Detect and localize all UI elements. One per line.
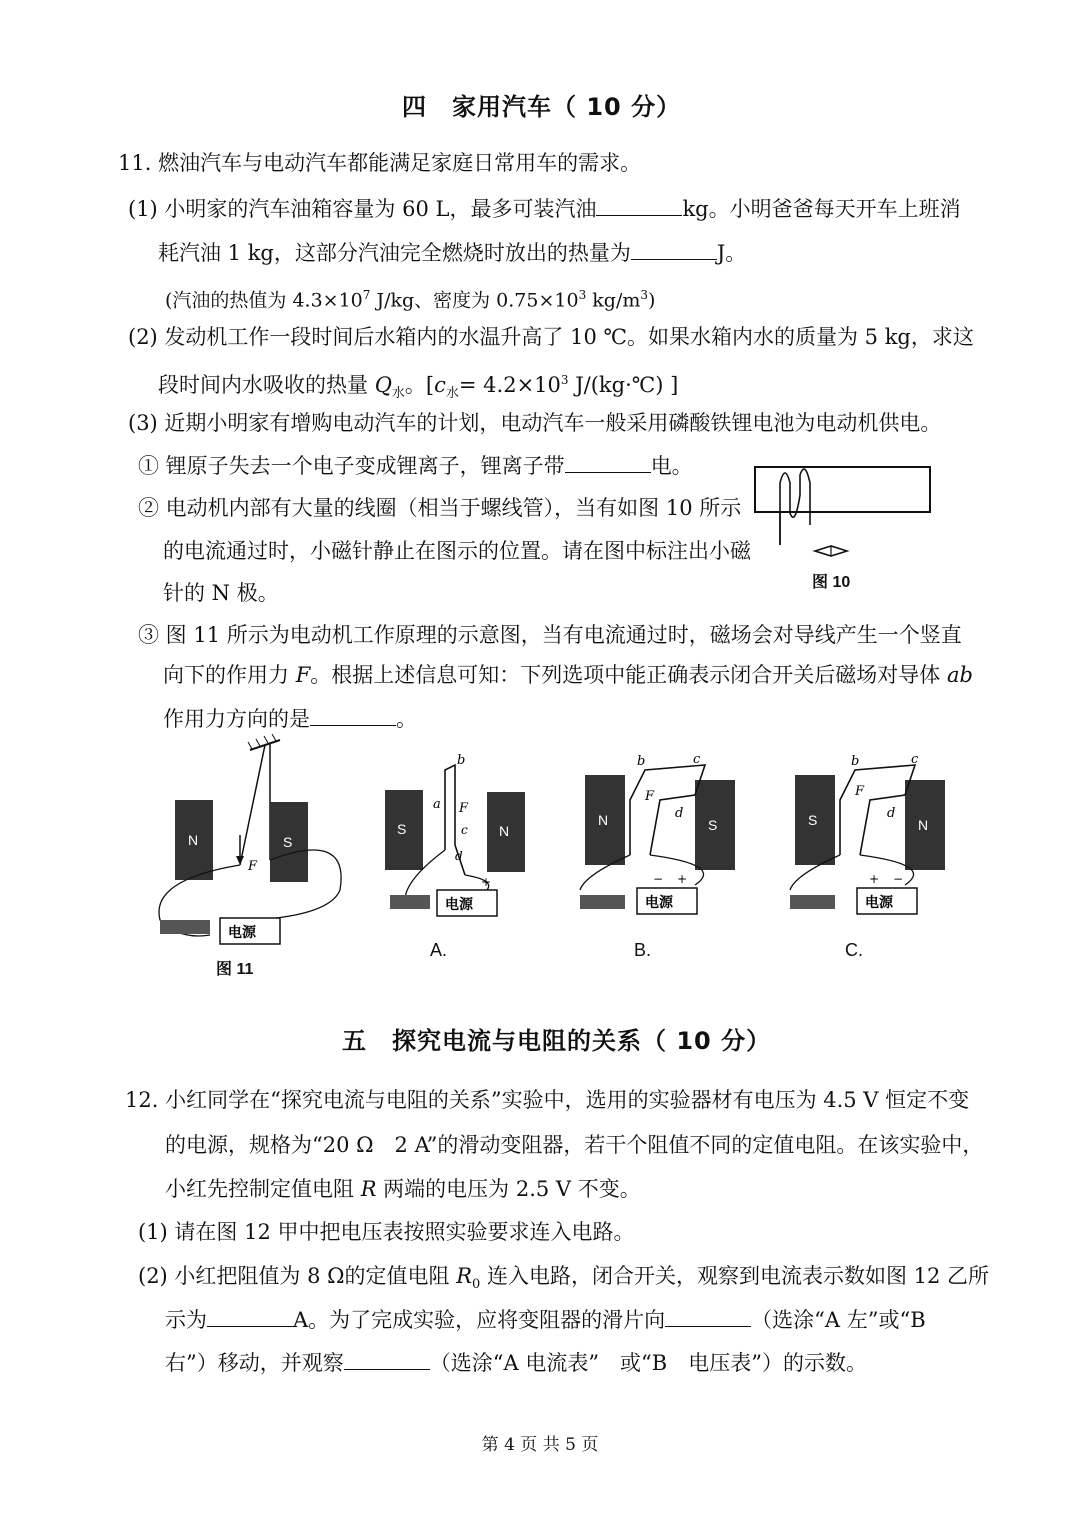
section-4-title: 四 家用汽车（ 10 分）	[402, 93, 682, 121]
q11-part3-3-line2	[163, 660, 973, 690]
q12-line2: 的电源，规格为“20 Ω 2 A”的滑动变阻器，若干个阻值不同的定值电阻。在该实验中，	[165, 1133, 984, 1157]
note-b: J/kg、密度为 0.75×10	[370, 289, 579, 312]
p2-b3: = 4.2×10	[458, 373, 561, 397]
label-d: d	[887, 806, 896, 821]
q12-p2-r-sub: 0	[472, 1277, 481, 1293]
terminal-plus: +	[677, 872, 688, 886]
option-c-diagram	[785, 745, 960, 930]
option-b-diagram	[575, 745, 750, 930]
q11-part3-3-line1: ③ 图 11 所示为电动机工作原理的示意图，当有电流通过时，磁场会对导线产生一个竖直	[138, 623, 962, 647]
option-a-diagram	[375, 750, 525, 930]
terminal-minus: −	[653, 872, 664, 886]
answer-blank-ion-charge[interactable]	[565, 450, 651, 473]
note-a: (汽油的热值为 4.3×10	[165, 289, 363, 312]
q12-p2-b-a: 示为	[165, 1308, 207, 1332]
label-s: S	[708, 817, 718, 833]
force-arrowhead	[236, 856, 244, 865]
label-c: c	[461, 823, 468, 837]
power-label: 电源	[228, 925, 256, 941]
q12-p2-a1: (2) 小红把阻值为 8 Ω的定值电阻	[138, 1264, 457, 1288]
q11-p1-text-c: 耗汽油 1 kg，这部分汽油完全燃烧时放出的热量为	[158, 241, 631, 265]
answer-blank-meter[interactable]	[344, 1347, 430, 1370]
answer-blank-force-direction[interactable]	[310, 703, 396, 726]
switch	[390, 895, 430, 909]
label-f: F	[459, 801, 469, 816]
option-a-label[interactable]: A.	[430, 940, 448, 960]
q12-l3-r: R	[360, 1177, 377, 1201]
terminal-plus: +	[869, 872, 880, 886]
label-f: F	[248, 859, 258, 874]
q12-number: 12.	[125, 1088, 159, 1112]
q12-part1: (1) 请在图 12 甲中把电压表按照实验要求连入电路。	[138, 1220, 635, 1244]
answer-blank-current[interactable]	[207, 1304, 293, 1327]
label-n: N	[188, 832, 199, 848]
q12-part2-line1	[138, 1261, 989, 1300]
p3-3-d: 。	[396, 707, 417, 731]
q11-intro-line	[118, 148, 641, 178]
p2-b2: 。[	[404, 373, 435, 397]
label-f: F	[645, 789, 655, 804]
page-footer: 第 4 页 共 5 页	[481, 1435, 599, 1455]
q12-line1	[125, 1085, 969, 1115]
coil-wire	[780, 469, 810, 545]
label-a: a	[433, 797, 441, 812]
q12-p2-r: R	[456, 1264, 473, 1288]
note-exp3: 3	[640, 288, 649, 302]
conductor-loop	[840, 765, 915, 855]
switch	[580, 895, 625, 909]
p2-c: c	[434, 373, 446, 397]
solenoid-core	[755, 467, 930, 512]
q11-part2-line1: (2) 发动机工作一段时间后水箱内的水温升高了 10 ℃。如果水箱内水的质量为 5 kg，求这	[128, 325, 974, 349]
q11-intro: 燃油汽车与电动汽车都能满足家庭日常用车的需求。	[158, 151, 642, 175]
power-label: 电源	[445, 897, 473, 913]
q11-part1-line2	[158, 237, 746, 268]
p2-q-sub: 水	[391, 386, 405, 402]
answer-blank-slider-direction[interactable]	[665, 1304, 751, 1327]
label-d: d	[675, 806, 684, 821]
p3-3-b1: 向下的作用力	[163, 663, 296, 687]
label-n: N	[918, 817, 929, 833]
label-c: c	[911, 752, 919, 767]
note-exp1: 7	[362, 288, 371, 302]
p2-c-sub: 水	[445, 386, 459, 402]
q12-part2-line3	[165, 1347, 867, 1378]
figure-10-caption: 图 10	[812, 574, 851, 591]
label-b: b	[637, 754, 646, 769]
figure-11-caption: 图 11	[216, 961, 254, 978]
p2-q: Q	[374, 373, 392, 397]
switch	[790, 895, 835, 909]
q11-part3-2-line2: 的电流通过时，小磁针静止在图示的位置。请在图中标注出小磁	[163, 539, 751, 563]
q11-p1-text-d: J。	[716, 241, 747, 265]
p3-1-a: ① 锂原子失去一个电子变成锂离子，锂离子带	[138, 454, 565, 478]
label-s: S	[808, 812, 818, 828]
q11-part3-line: (3) 近期小明家有增购电动汽车的计划，电动汽车一般采用磷酸铁锂电池为电动机供电。	[128, 411, 942, 435]
note-exp2: 3	[578, 288, 587, 302]
q12-text-1: 小红同学在“探究电流与电阻的关系”实验中，选用的实验器材有电压为 4.5 V 恒定不变	[165, 1088, 970, 1112]
note-d: )	[648, 289, 656, 312]
q12-p2-b-c: （选涂“A 左”或“B	[751, 1308, 926, 1332]
label-f: F	[855, 784, 865, 799]
terminal-minus: −	[893, 872, 904, 886]
q12-l3-a: 小红先控制定值电阻	[165, 1177, 361, 1201]
p3-3-c: 作用力方向的是	[163, 707, 310, 731]
label-c: c	[693, 752, 701, 767]
q12-p2-c-a: 右”）移动，并观察	[165, 1351, 344, 1375]
q11-part2-line2	[158, 365, 678, 409]
p3-3-ab: ab	[946, 663, 973, 687]
q12-p2-c-b: （选涂“A 电流表” 或“B 电压表”）的示数。	[429, 1351, 867, 1375]
label-n: N	[598, 812, 609, 828]
option-c-label[interactable]: C.	[845, 940, 863, 960]
label-s: S	[397, 821, 407, 837]
option-b-label[interactable]: B.	[634, 940, 652, 960]
label-b: b	[851, 754, 860, 769]
answer-blank-gas-mass[interactable]	[596, 193, 682, 216]
q12-p2-a2: 连入电路，闭合开关，观察到电流表示数如图 12 乙所	[480, 1264, 990, 1288]
q12-part2-line2	[165, 1304, 926, 1335]
label-d: d	[455, 849, 463, 863]
note-c: kg/m	[586, 289, 641, 312]
switch	[160, 920, 210, 934]
p2-b4: J/(kg·℃) ]	[568, 373, 679, 397]
conductor-loop	[630, 765, 705, 855]
p3-1-b: 电。	[650, 454, 693, 478]
q12-l3-b: 两端的电压为 2.5 V 不变。	[376, 1177, 641, 1201]
q11-part3-2-line3: 针的 N 极。	[163, 581, 279, 605]
q12-line3	[165, 1174, 641, 1204]
answer-blank-heat[interactable]	[631, 237, 717, 260]
label-b: b	[457, 753, 466, 768]
label-n: N	[499, 823, 510, 839]
hanging-wire-left	[240, 745, 265, 865]
power-label: 电源	[645, 895, 673, 911]
q11-number: 11.	[118, 151, 152, 175]
label-s: S	[283, 834, 293, 850]
power-label: 电源	[865, 895, 893, 911]
p3-3-f: F	[295, 663, 311, 687]
section-5-title: 五 探究电流与电阻的关系（ 10 分）	[342, 1027, 772, 1055]
p3-3-b2: 。根据上述信息可知：下列选项中能正确表示闭合开关后磁场对导体	[310, 663, 947, 687]
p2-b1: 段时间内水吸收的热量	[158, 373, 375, 397]
q11-part3-2-line1: ② 电动机内部有大量的线圈（相当于螺线管），当有如图 10 所示	[138, 496, 742, 520]
terminal-plus: +	[481, 875, 492, 889]
q11-part3-1	[138, 450, 693, 481]
q11-p1-text-a: (1) 小明家的汽车油箱容量为 60 L，最多可装汽油	[128, 197, 597, 221]
p2-exp: 3	[560, 373, 569, 387]
q11-part1-note	[165, 280, 655, 315]
figure-11-diagram	[140, 730, 370, 960]
q12-p2-b-b: A。为了完成实验，应将变阻器的滑片向	[293, 1308, 666, 1332]
q11-p1-text-b: kg。小明爸爸每天开车上班消	[682, 197, 961, 221]
q11-part1-line1	[128, 193, 961, 224]
